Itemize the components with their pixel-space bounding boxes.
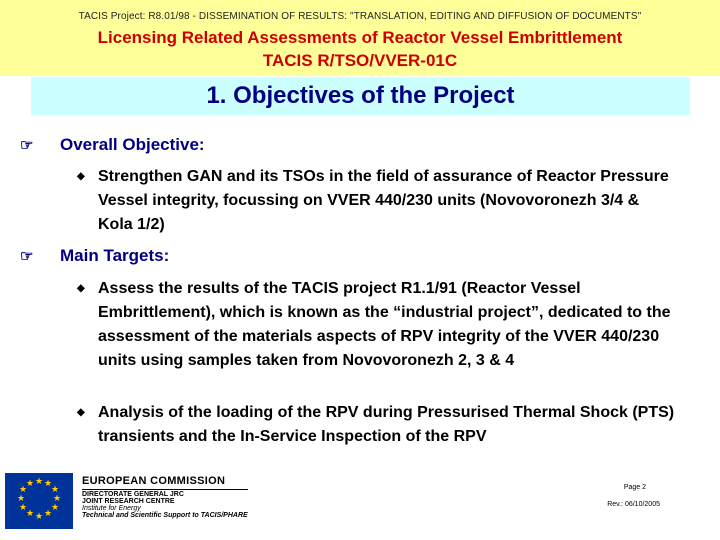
section-overall-objective bbox=[20, 135, 205, 155]
svg-text:★: ★ bbox=[52, 494, 62, 504]
org-name: EUROPEAN COMMISSION bbox=[82, 475, 226, 487]
institute-name: Institute for Energy bbox=[82, 505, 141, 512]
svg-text:★: ★ bbox=[50, 485, 60, 495]
page-number: Page 2 bbox=[623, 484, 646, 491]
project-line: TACIS Project: R8.01/98 - DISSEMINATION OF RESULTS: "TRANSLATION, EDITING AND DIFFUSION OF DOCUMENTS" bbox=[78, 11, 642, 22]
list-item bbox=[77, 401, 677, 449]
unit-name: Technical and Scientific Support to TACIS/PHARE bbox=[82, 512, 248, 519]
jrc-name: JOINT RESEARCH CENTRE bbox=[82, 498, 175, 505]
bullet-text: Analysis of the loading of the RPV during Pressurised Thermal Shock (PTS) transients and the In-Service Inspection of the RPV bbox=[98, 404, 675, 445]
section-label: Main Targets: bbox=[60, 246, 170, 265]
eu-flag-icon bbox=[5, 473, 73, 529]
slide-heading-bar bbox=[31, 77, 690, 115]
bullet-text: Strengthen GAN and its TSOs in the field of assurance of Reactor Pressure Vessel integrity, focussing on VVER 440/230 units (Novovoronezh 3/4 & Kola 1/2) bbox=[98, 168, 669, 233]
svg-text:★: ★ bbox=[25, 509, 35, 519]
header-banner bbox=[0, 0, 720, 76]
svg-text:★: ★ bbox=[18, 485, 28, 495]
list-item bbox=[77, 277, 677, 373]
svg-text:★: ★ bbox=[18, 503, 28, 513]
diamond-bullet-icon: ◆ bbox=[77, 407, 85, 418]
header-subtitle: TACIS R/TSO/VVER-01C bbox=[262, 51, 458, 70]
commission-block bbox=[82, 475, 248, 519]
diamond-bullet-icon: ◆ bbox=[77, 171, 85, 182]
dg-name: DIRECTORATE GENERAL JRC bbox=[82, 489, 248, 498]
svg-text:★: ★ bbox=[43, 509, 53, 519]
section-main-targets bbox=[20, 246, 169, 266]
revision-date: Rev.: 06/10/2005 bbox=[607, 501, 660, 508]
svg-text:★: ★ bbox=[50, 503, 60, 513]
svg-text:★: ★ bbox=[34, 477, 44, 487]
header-title: Licensing Related Assessments of Reactor Vessel Embrittlement bbox=[97, 28, 623, 47]
section-label: Overall Objective: bbox=[60, 135, 205, 154]
slide-heading: 1. Objectives of the Project bbox=[206, 82, 515, 109]
pointing-hand-icon: ☞ bbox=[20, 137, 34, 154]
pointing-hand-icon: ☞ bbox=[20, 248, 34, 265]
svg-text:★: ★ bbox=[43, 479, 53, 489]
svg-text:★: ★ bbox=[25, 479, 35, 489]
bullet-text: Assess the results of the TACIS project R1.1/91 (Reactor Vessel Embrittlement), which is known as the “industrial project”, dedicated to the assessment of the materials aspects of RPV integrity of the VVER 440/230 units using samples taken from Novovoronezh 2, 3 & 4 bbox=[98, 280, 671, 369]
diamond-bullet-icon: ◆ bbox=[77, 283, 85, 294]
svg-text:★: ★ bbox=[34, 512, 44, 522]
svg-text:★: ★ bbox=[16, 494, 26, 504]
list-item bbox=[77, 165, 677, 237]
